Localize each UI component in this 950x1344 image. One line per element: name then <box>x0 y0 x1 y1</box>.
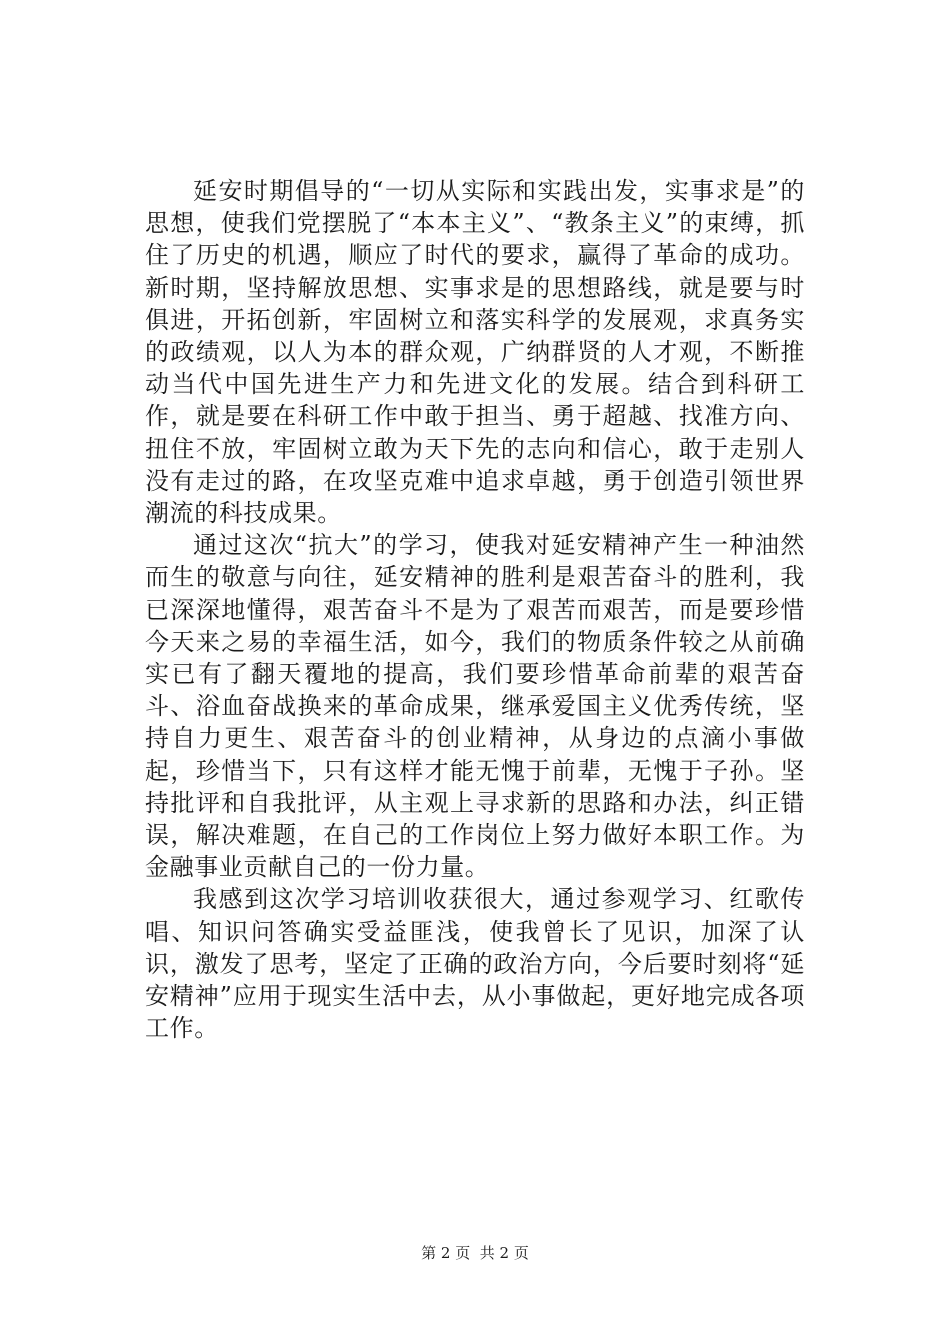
page-number-footer: 第 2 页 共 2 页 <box>421 1244 529 1262</box>
paragraph-2: 通过这次“抗大”的学习，使我对延安精神产生一种油然而生的敬意与向往，延安精神的胜利是艰苦奋斗的胜利，我已深深地懂得，艰苦奋斗不是为了艰苦而艰苦，而是要珍惜今天来之易的幸福生活，如今，我们的物质条件较之从前确实已有了翻天覆地的提高，我们要珍惜革命前辈的艰苦奋斗、浴血奋战换来的革命成果，继承爱国主义优秀传统，坚持自力更生、艰苦奋斗的创业精神，从身边的点滴小事做起，珍惜当下，只有这样才能无愧于前辈，无愧于子孙。坚持批评和自我批评，从主观上寻求新的思路和办法，纠正错误，解决难题，在自己的工作岗位上努力做好本职工作。为金融事业贡献自己的一份力量。 <box>145 531 805 882</box>
paragraph-1: 延安时期倡导的“一切从实际和实践出发，实事求是”的思想，使我们党摆脱了“本本主义”、“教条主义”的束缚，抓住了历史的机遇，顺应了时代的要求，赢得了革命的成功。新时期，坚持解放思想、实事求是的思想路线，就是要与时俱进，开拓创新，牢固树立和落实科学的发展观，求真务实的政绩观，以人为本的群众观，广纳群贤的人才观，不断推动当代中国先进生产力和先进文化的发展。结合到科研工作，就是要在科研工作中敢于担当、勇于超越、找准方向、扭住不放，牢固树立敢为天下先的志向和信心，敢于走别人没有走过的路，在攻坚克难中追求卓越，勇于创造引领世界潮流的科技成果。 <box>145 177 805 528</box>
document-body <box>145 175 805 1044</box>
paragraph-3: 我感到这次学习培训收获很大，通过参观学习、红歌传唱、知识问答确实受益匪浅，使我曾长了见识，加深了认识，激发了思考，坚定了正确的政治方向，今后要时刻将“延安精神”应用于现实生活中去，从小事做起，更好地完成各项工作。 <box>145 885 805 1043</box>
